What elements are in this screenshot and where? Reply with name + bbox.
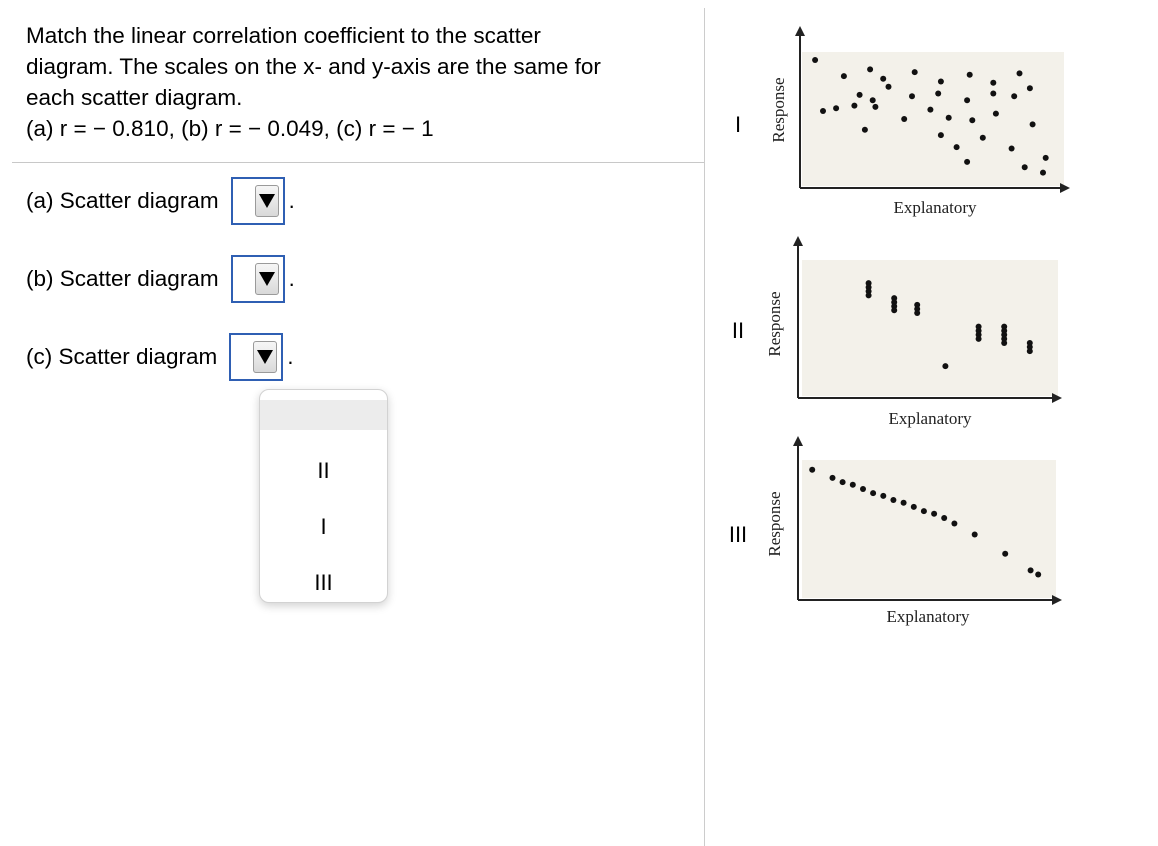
data-point: [1027, 85, 1033, 91]
scatter-label-iii: III: [728, 522, 748, 547]
answer-suffix-a: .: [288, 188, 295, 213]
data-point: [870, 97, 876, 103]
dropdown-arrow-button[interactable]: [255, 263, 279, 295]
data-point: [901, 500, 907, 506]
data-point: [1040, 170, 1046, 176]
x-axis-label: Explanatory: [888, 409, 972, 428]
scatter-diagram-iii: [758, 432, 1078, 632]
data-point: [990, 80, 996, 86]
question-text: [26, 20, 696, 144]
data-point: [993, 111, 999, 117]
scatter-diagram-i: [758, 22, 1078, 222]
plot-background: [802, 260, 1058, 396]
data-point: [809, 467, 815, 473]
data-point: [890, 497, 896, 503]
data-point: [880, 76, 886, 82]
answer-select-a[interactable]: [231, 177, 285, 225]
data-point: [954, 144, 960, 150]
data-point: [941, 515, 947, 521]
data-point: [857, 92, 863, 98]
answer-select-c[interactable]: [229, 333, 283, 381]
x-axis-label: Explanatory: [893, 198, 977, 217]
data-point: [833, 105, 839, 111]
data-point: [969, 117, 975, 123]
data-point: [862, 127, 868, 133]
question-line-3: each scatter diagram.: [26, 85, 243, 110]
answer-select-b[interactable]: [231, 255, 285, 303]
data-point: [1001, 340, 1007, 346]
data-point: [850, 482, 856, 488]
dropdown-arrow-button[interactable]: [253, 341, 277, 373]
data-point: [946, 115, 952, 121]
data-point: [921, 508, 927, 514]
data-point: [866, 292, 872, 298]
y-axis-label: Response: [769, 77, 788, 143]
data-point: [1043, 155, 1049, 161]
data-point: [1030, 121, 1036, 127]
answer-row-a: [26, 176, 295, 226]
data-point: [1009, 146, 1015, 152]
data-point: [951, 521, 957, 527]
data-point: [931, 511, 937, 517]
dropdown-option-i[interactable]: I: [320, 514, 327, 539]
dropdown-option-ii[interactable]: II: [317, 458, 330, 483]
data-point: [820, 108, 826, 114]
data-point: [830, 475, 836, 481]
data-point: [880, 493, 886, 499]
data-point: [812, 57, 818, 63]
y-axis-label: Response: [765, 291, 784, 357]
data-point: [1002, 551, 1008, 557]
question-line-2: diagram. The scales on the x- and y-axis are the same for: [26, 54, 601, 79]
chevron-down-icon: [259, 194, 275, 208]
pane-divider: [704, 8, 705, 846]
y-axis-arrow: [795, 26, 805, 36]
question-line-1: Match the linear correlation coefficient to the scatter: [26, 23, 541, 48]
answer-label-a: (a) Scatter diagram: [26, 188, 219, 213]
answer-label-c: (c) Scatter diagram: [26, 344, 218, 369]
chevron-down-icon: [259, 272, 275, 286]
dropdown-option-blank[interactable]: [260, 400, 387, 430]
data-point: [1027, 348, 1033, 354]
data-point: [841, 73, 847, 79]
data-point: [942, 363, 948, 369]
data-point: [976, 336, 982, 342]
data-point: [967, 72, 973, 78]
scatter-label-ii: II: [731, 318, 745, 343]
data-point: [990, 91, 996, 97]
data-point: [1017, 70, 1023, 76]
data-point: [891, 307, 897, 313]
data-point: [851, 103, 857, 109]
answer-suffix-c: .: [287, 344, 294, 369]
data-point: [912, 69, 918, 75]
data-point: [914, 310, 920, 316]
dropdown-arrow-button[interactable]: [255, 185, 279, 217]
data-point: [935, 91, 941, 97]
data-point: [872, 104, 878, 110]
data-point: [867, 66, 873, 72]
x-axis-arrow: [1052, 595, 1062, 605]
data-point: [909, 93, 915, 99]
dropdown-menu: [259, 389, 388, 603]
data-point: [1035, 572, 1041, 578]
data-point: [964, 159, 970, 165]
dropdown-option-iii[interactable]: III: [314, 570, 333, 595]
scatter-diagram-ii: [758, 232, 1078, 432]
question-divider: [12, 162, 704, 163]
data-point: [911, 504, 917, 510]
data-point: [938, 79, 944, 85]
data-point: [964, 97, 970, 103]
question-line-4: (a) r = − 0.810, (b) r = − 0.049, (c) r = − 1: [26, 116, 434, 141]
data-point: [972, 532, 978, 538]
scatter-label-i: I: [734, 112, 742, 137]
answer-row-c: [26, 332, 293, 382]
data-point: [938, 132, 944, 138]
data-point: [901, 116, 907, 122]
answer-label-b: (b) Scatter diagram: [26, 266, 219, 291]
x-axis-label: Explanatory: [886, 607, 970, 626]
answer-row-b: [26, 254, 295, 304]
data-point: [860, 486, 866, 492]
data-point: [886, 84, 892, 90]
data-point: [870, 490, 876, 496]
data-point: [840, 479, 846, 485]
data-point: [1028, 567, 1034, 573]
data-point: [927, 107, 933, 113]
data-point: [980, 135, 986, 141]
chevron-down-icon: [257, 350, 273, 364]
data-point: [1011, 93, 1017, 99]
y-axis-arrow: [793, 436, 803, 446]
y-axis-arrow: [793, 236, 803, 246]
y-axis-label: Response: [765, 491, 784, 557]
x-axis-arrow: [1060, 183, 1070, 193]
answer-suffix-b: .: [288, 266, 295, 291]
data-point: [1022, 164, 1028, 170]
